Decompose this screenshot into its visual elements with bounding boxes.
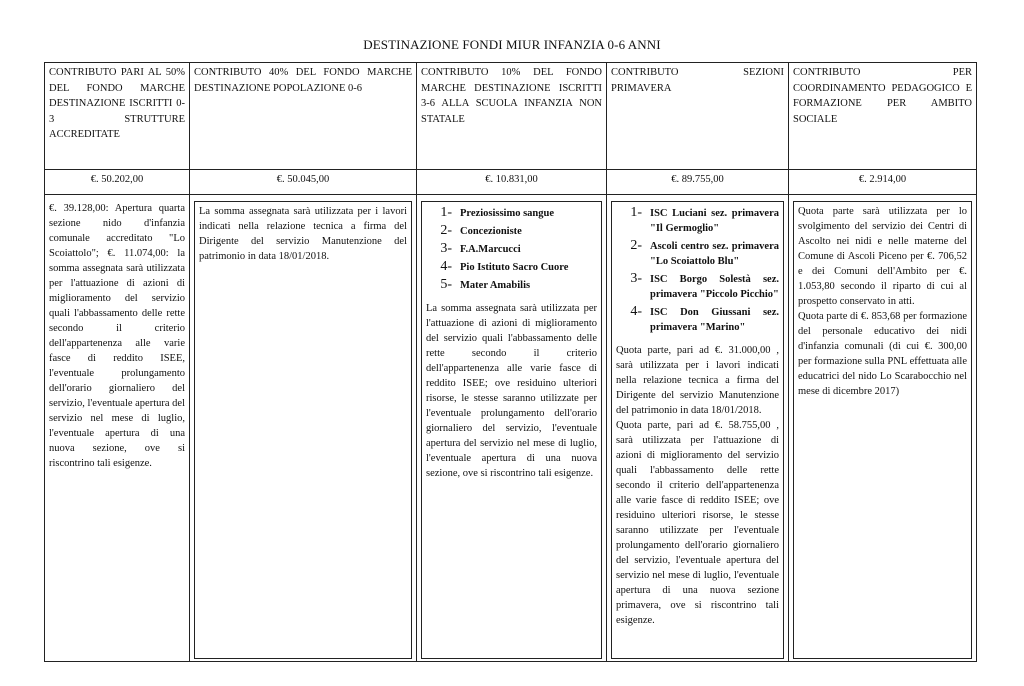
header-cell: CONTRIBUTO 10% DEL FONDO MARCHE DESTINAZIONE ISCRITTI 3-6 ALLA SCUOLA INFANZIA NON STATALE	[417, 63, 607, 170]
list-item: 3- F.A.Marcucci	[440, 241, 521, 256]
header-cell: CONTRIBUTO SEZIONI PRIMAVERA	[607, 63, 789, 170]
list-item: 2- Ascoli centro sez. primavera "Lo Scoiattolo Blu"	[630, 238, 779, 267]
header-row	[45, 63, 977, 170]
detail-box	[611, 201, 784, 659]
detail-text: La somma assegnata sarà utilizzata per i lavori indicati nella relazione tecnica a firma del Dirigente del servizio Manutenzione del patrimonio in data 18/01/2018.	[199, 206, 407, 262]
detail-cell-5	[789, 195, 977, 662]
detail-text: Quota parte, pari ad €. 31.000,00 , sarà utilizzata per i lavori indicati nella relazione tecnica a firma del Dirigente del servizio Manutenzione del patrimonio in data 18/01/2018.	[616, 345, 779, 416]
amount-row	[45, 170, 977, 195]
detail-text: Quota parte di €. 853,68 per formazione del personale educativo dei nidi d'infanzia comunali (di cui €. 300,00 per formazione sulla PNL effettuata alle educatrici del nido Lo Scarabocchio nel mese di dicembre 2017)	[798, 311, 967, 397]
amount-cell: €. 89.755,00	[607, 170, 789, 195]
detail-cell-1	[45, 195, 190, 662]
amount-cell: €. 10.831,00	[417, 170, 607, 195]
header-cell: CONTRIBUTO PARI AL 50% DEL FONDO MARCHE DESTINAZIONE ISCRITTI 0-3 STRUTTURE ACCREDITATE	[45, 63, 190, 170]
detail-box	[421, 201, 602, 659]
amount-cell: €. 50.045,00	[190, 170, 417, 195]
list-item: 5- Mater Amabilis	[440, 277, 531, 292]
detail-cell-3	[417, 195, 607, 662]
detail-text: La somma assegnata sarà utilizzata per l'attuazione di azioni di miglioramento del servizio quali l'abbassamento delle rette secondo il criterio dell'appartenenza alle varie fasce di reddito ISEE; ove residuino ulteriori risorse, le stesse saranno utilizzate per l'eventuale prolungamento dell'orario giornaliero del servizio, l'eventuale apertura del servizio nel mese di luglio, l'eventuale apertura di una nuova sezione, ove si riscontrino tali esigenze.	[426, 303, 597, 479]
detail-text: €. 39.128,00: Apertura quarta sezione nido d'infanzia comunale accreditato "Lo Scoiattolo"; €. 11.074,00: la somma assegnata sarà utilizzata per l'attuazione di azioni di miglioramento del servizio quali l'abbassamento delle rette secondo il criterio dell'appartenenza alle varie fasce di reddito ISEE, l'eventuale prolungamento dell'orario giornaliero del servizio, l'eventuale apertura del servizio nel mese di luglio, l'eventuale apertura di una nuova sezione, ove si riscontrino tali esigenze.	[49, 203, 185, 469]
amount-cell: €. 50.202,00	[45, 170, 190, 195]
list-item: 4- ISC Don Giussani sez. primavera "Marino"	[630, 304, 779, 333]
list-item: 3- ISC Borgo Solestà sez. primavera "Piccolo Picchio"	[630, 271, 779, 300]
funds-table	[44, 62, 977, 662]
list-item: 4- Pio Istituto Sacro Cuore	[440, 259, 569, 274]
list-item: 1- Preziosissimo sangue	[440, 205, 555, 220]
list-item: 1- ISC Luciani sez. primavera "Il Germoglio"	[630, 205, 779, 234]
header-cell: CONTRIBUTO 40% DEL FONDO MARCHE DESTINAZIONE POPOLAZIONE 0-6	[190, 63, 417, 170]
school-list	[426, 205, 597, 293]
detail-text: Quota parte, pari ad €. 58.755,00 , sarà utilizzata per l'attuazione di azioni di miglioramento del servizio quali l'abbassamento delle rette secondo il criterio dell'appartenenza alle varie fasce di reddito ISEE; ove residuino ulteriori risorse, le stesse saranno utilizzate per l'eventuale prolungamento dell'orario giornaliero del servizio, l'eventuale apertura del servizio nel mese di luglio, l'eventuale apertura di una nuova sezione primavera, ove si riscontrino tali esigenze.	[616, 420, 779, 626]
detail-cell-2	[190, 195, 417, 662]
amount-cell: €. 2.914,00	[789, 170, 977, 195]
document-title: DESTINAZIONE FONDI MIUR INFANZIA 0-6 ANNI	[363, 37, 661, 52]
detail-text: Quota parte sarà utilizzata per lo svolgimento del servizio dei Centri di Ascolto nei nidi e nelle materne del Comune di Ascoli Piceno per €. 706,52 e dei Comuni dell'Ambito per €. 1.053,80 secondo il riparto di cui al prospetto conservato in atti.	[798, 206, 967, 307]
header-cell: CONTRIBUTO PER COORDINAMENTO PEDAGOGICO E FORMAZIONE PER AMBITO SOCIALE	[789, 63, 977, 170]
detail-box	[793, 201, 972, 659]
list-item: 2- Concezioniste	[440, 223, 522, 238]
detail-row	[45, 195, 977, 662]
detail-box	[194, 201, 412, 659]
section-list	[616, 205, 779, 335]
detail-cell-4	[607, 195, 789, 662]
